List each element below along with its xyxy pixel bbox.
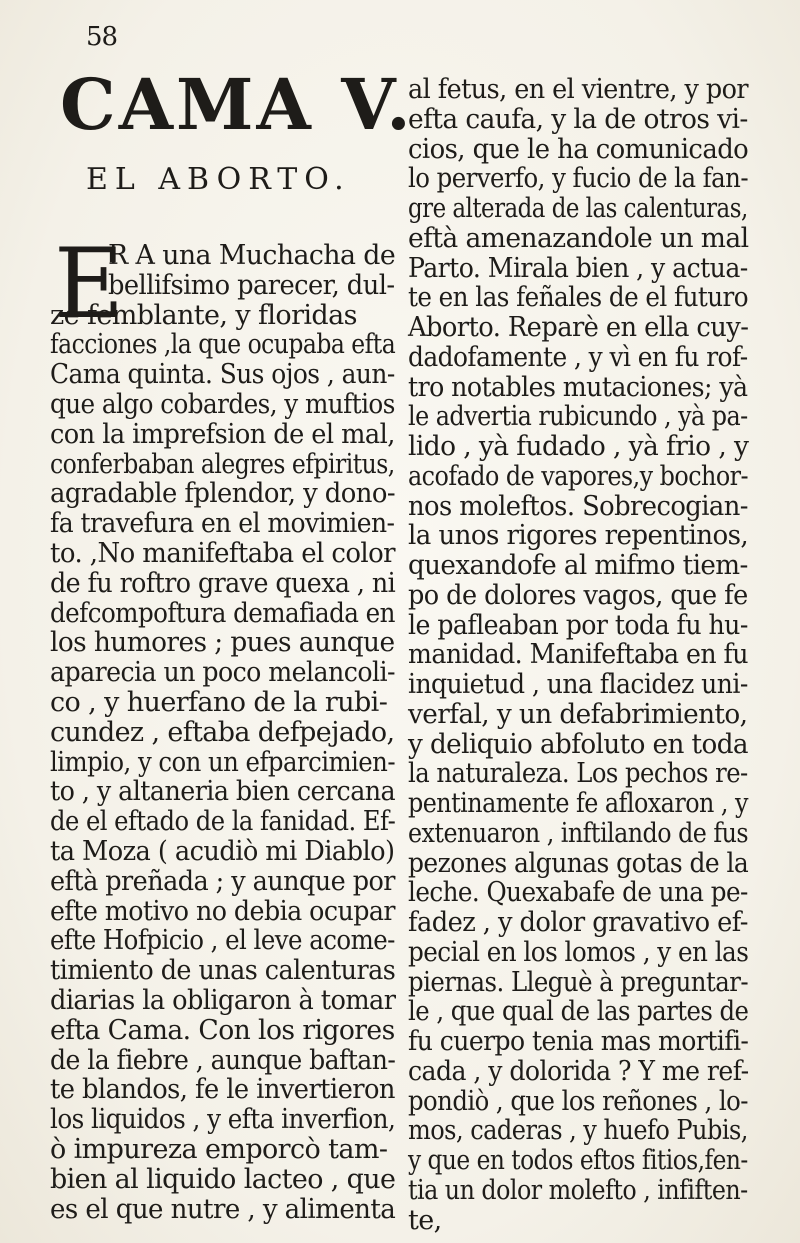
text-line: po de dolores vagos, que fe xyxy=(408,579,748,611)
text-line: la unos rigores repentinos, xyxy=(408,520,749,552)
text-line: gre alterada de las calenturas, xyxy=(408,193,748,224)
text-line: Cama quinta. Sus ojos , aun- xyxy=(50,359,395,391)
text-line: y que en todos eftos fitios,fen- xyxy=(408,1145,748,1176)
text-line: con la imprefsion de el mal, xyxy=(50,418,395,450)
text-line: conferbaban alegres efpiritus, xyxy=(50,448,395,480)
text-line: eftà preñada ; y aunque por xyxy=(50,865,395,897)
text-line: lo perverfo, y fucio de la fan- xyxy=(408,163,749,195)
text-line: te blandos, fe le invertieron xyxy=(50,1074,395,1106)
text-line: de fu roftro grave quexa , ni xyxy=(50,567,396,599)
text-line: R A una Muchacha de xyxy=(108,240,396,271)
text-line: manidad. Manifeftaba en fu xyxy=(408,639,748,671)
text-line: aparecia un poco melancoli- xyxy=(50,657,395,689)
text-line: que algo cobardes, y muftios xyxy=(50,389,395,420)
text-line: inquietud , una flacidez uni- xyxy=(408,669,748,700)
chapter-title: CAMA V. xyxy=(60,63,414,146)
text-line: los liquidos , y efta inverfion, xyxy=(50,1104,396,1136)
text-line: cundez , eftaba defpejado, xyxy=(50,716,395,748)
text-line: pondiò , que los reñones , lo- xyxy=(408,1085,748,1117)
text-line: diarias la obligaron à tomar xyxy=(50,985,396,1016)
text-line: efte motivo no debia ocupar xyxy=(50,895,395,927)
text-line: limpio, y con un efparcimien- xyxy=(50,746,396,778)
text-line: verfal, y un defabrimiento, xyxy=(408,698,748,730)
page-number: 58 xyxy=(86,22,118,52)
text-line: nos moleftos. Sobrecogian- xyxy=(408,490,748,522)
text-line: pentinamente fe afloxaron , y xyxy=(408,788,748,819)
text-line: agradable fplendor, y dono- xyxy=(50,478,395,510)
text-line: es el que nutre , y alimenta xyxy=(50,1193,396,1225)
text-line: Parto. Mirala bien , y actua- xyxy=(408,252,748,284)
text-line: y deliquio abfoluto en toda xyxy=(408,728,748,760)
text-line: piernas. Lleguè à preguntar- xyxy=(408,966,749,998)
text-line: quexandofe al mifmo tiem- xyxy=(408,550,748,581)
text-line: to , y altaneria bien cercana xyxy=(50,776,396,808)
text-line: timiento de unas calenturas xyxy=(50,955,396,987)
text-line: dadofamente , y vì en fu rof- xyxy=(408,341,748,373)
text-line: defcompoftura demafiada en xyxy=(50,597,395,629)
text-line: la naturaleza. Los pechos re- xyxy=(408,758,748,790)
text-line: ta Moza ( acudiò mi Diablo) xyxy=(50,836,395,867)
text-line: te en las feñales de el futuro xyxy=(408,282,749,314)
text-line: extenuaron , inftilando de fus xyxy=(408,817,749,849)
text-line: facciones ,la que ocupaba efta xyxy=(50,329,396,361)
chapter-subtitle: EL ABORTO. xyxy=(86,162,351,197)
text-line: Aborto. Reparè en ella cuy- xyxy=(408,312,749,343)
text-line: pecial en los lomos , y en las xyxy=(408,936,749,968)
text-line: pezones algunas gotas de la xyxy=(408,847,749,879)
text-line: co , y huerfano de la rubi- xyxy=(50,687,388,718)
text-line: cada , y dolorida ? Y me ref- xyxy=(408,1055,749,1087)
text-line: fa travefura en el movimien- xyxy=(50,508,395,540)
text-line: le advertia rubicundo , yà pa- xyxy=(408,401,748,433)
text-line: lido , yà fudado , yà frio , y xyxy=(408,431,749,462)
text-line: efta Cama. Con los rigores xyxy=(50,1014,395,1046)
text-line: le pafleaban por toda fu hu- xyxy=(408,609,748,641)
text-line: al fetus, en el vientre, y por xyxy=(408,74,748,105)
text-line: ze femblante, y floridas xyxy=(50,299,357,331)
text-line: bien al liquido lacteo , que xyxy=(50,1163,396,1195)
text-line: te, xyxy=(408,1204,442,1236)
text-line: fadez , y dolor gravativo ef- xyxy=(408,907,748,938)
text-line: leche. Quexabafe de una pe- xyxy=(408,877,748,909)
text-line: los humores ; pues aunque xyxy=(50,627,395,659)
text-line: efta caufa, y la de otros vi- xyxy=(408,103,748,135)
text-line: de el eftado de la fanidad. Ef- xyxy=(50,806,396,838)
text-line: ò impureza emporcò tam- xyxy=(50,1134,388,1165)
drop-cap: E xyxy=(54,228,125,340)
text-line: fu cuerpo tenia mas mortifi- xyxy=(408,1026,749,1057)
text-line: tia un dolor molefto , infiften- xyxy=(408,1174,748,1206)
text-line: cios, que le ha comunicado xyxy=(408,133,749,165)
text-line: le , que qual de las partes de xyxy=(408,996,749,1028)
text-line: tro notables mutaciones; yà xyxy=(408,371,748,403)
text-line: eftà amenazandole un mal xyxy=(408,222,749,254)
text-line: bellifsimo parecer, dul- xyxy=(108,269,395,301)
text-line: efte Hofpicio , el leve acome- xyxy=(50,925,395,957)
text-line: to. ,No manifeftaba el color xyxy=(50,538,396,569)
text-line: de la fiebre , aunque baftan- xyxy=(50,1044,396,1076)
text-line: acofado de vapores,y bochor- xyxy=(408,460,749,492)
text-line: mos, caderas , y huefo Pubis, xyxy=(408,1115,748,1147)
